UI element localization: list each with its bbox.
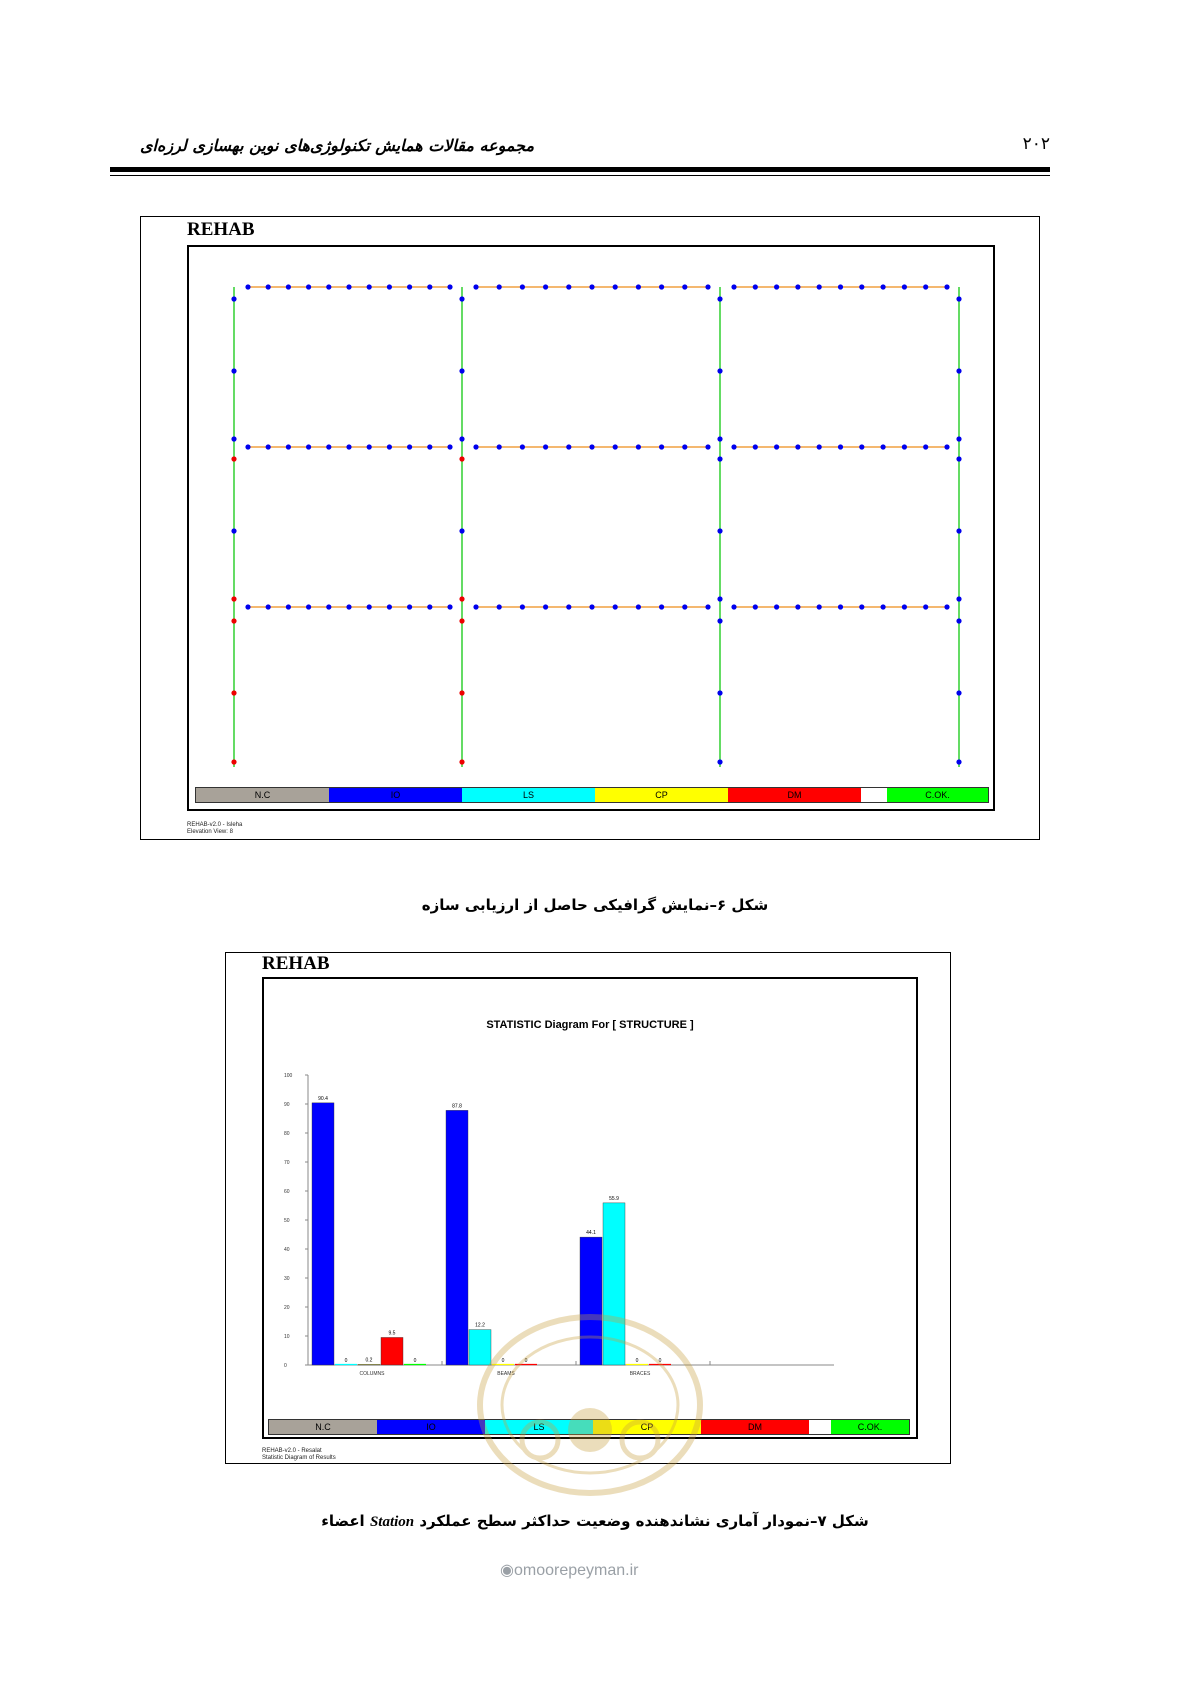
beam-hinge-io <box>902 284 907 289</box>
beam-hinge-io <box>566 444 571 449</box>
legend-item-cok: C.OK. <box>831 1420 909 1434</box>
y-tick-label: 60 <box>284 1189 290 1195</box>
category-label: COLUMNS <box>359 1371 385 1377</box>
beam-hinge-io <box>245 444 250 449</box>
beam-hinge-io <box>346 444 351 449</box>
beam-hinge-io <box>859 284 864 289</box>
column-hinge-io <box>717 296 722 301</box>
legend-item-nc: N.C <box>196 788 329 802</box>
beam-hinge-io <box>881 444 886 449</box>
frame-elevation-svg <box>189 247 993 809</box>
beam-hinge-io <box>266 284 271 289</box>
beam-hinge-io <box>407 604 412 609</box>
legend-item-blank <box>861 788 887 802</box>
beam-hinge-io <box>817 604 822 609</box>
beam-hinge-io <box>520 604 525 609</box>
column-hinge-dm <box>231 618 236 623</box>
beam-hinge-io <box>753 284 758 289</box>
beam-hinge-io <box>407 284 412 289</box>
beam-hinge-io <box>731 604 736 609</box>
column-hinge-dm <box>459 690 464 695</box>
legend-item-dm: DM <box>701 1420 809 1434</box>
beam-hinge-io <box>543 284 548 289</box>
beam-hinge-io <box>731 444 736 449</box>
beam-hinge-io <box>944 604 949 609</box>
beam-hinge-io <box>286 284 291 289</box>
column-hinge-io <box>717 596 722 601</box>
beam-hinge-io <box>266 444 271 449</box>
column-hinge-io <box>956 759 961 764</box>
beam-hinge-io <box>367 284 372 289</box>
figure6-app-name: REHAB <box>187 219 255 240</box>
figure7-app-name: REHAB <box>262 953 330 974</box>
beam-hinge-io <box>447 604 452 609</box>
data-label: 9.5 <box>388 1330 396 1337</box>
figure7-caption-prefix: شکل ۷–نمودار آماری نشاندهنده وضعیت حداکثر سطح عملکرد <box>414 1512 869 1530</box>
watermark-url-text: omoorepeyman.ir <box>513 1562 639 1579</box>
beam-hinge-io <box>944 444 949 449</box>
beam-hinge-io <box>566 284 571 289</box>
beam-hinge-io <box>838 284 843 289</box>
beam-hinge-io <box>306 444 311 449</box>
y-tick-label: 20 <box>284 1305 290 1311</box>
beam-hinge-io <box>705 444 710 449</box>
running-title: مجموعه مقالات همایش تکنولوژی‌های نوین بهسازی لرزه‌ای <box>140 136 535 155</box>
beam-hinge-io <box>286 604 291 609</box>
beam-hinge-io <box>795 284 800 289</box>
y-tick-label: 10 <box>284 1334 290 1340</box>
beam-hinge-io <box>636 604 641 609</box>
beam-hinge-io <box>447 444 452 449</box>
beam-hinge-io <box>881 604 886 609</box>
beam-hinge-io <box>286 444 291 449</box>
column-hinge-io <box>231 436 236 441</box>
beam-hinge-io <box>543 604 548 609</box>
beam-hinge-io <box>326 444 331 449</box>
legend-item-io: IO <box>329 788 462 802</box>
figure6-plot-area <box>187 245 995 811</box>
beam-hinge-io <box>427 284 432 289</box>
column-hinge-io <box>717 618 722 623</box>
figure6-legend <box>195 787 989 803</box>
beam-hinge-io <box>346 284 351 289</box>
category-label: BRACES <box>629 1371 651 1377</box>
page-header <box>110 130 1050 162</box>
beam-hinge-io <box>753 444 758 449</box>
beam-hinge-io <box>659 284 664 289</box>
column-hinge-io <box>717 456 722 461</box>
figure6-caption: شکل ۶–نمایش گرافیکی حاصل از ارزیابی سازه <box>421 896 769 914</box>
legend-item-nc: N.C <box>269 1420 377 1434</box>
beam-hinge-io <box>774 284 779 289</box>
data-label: 0 <box>501 1358 505 1364</box>
y-tick-label: 40 <box>284 1247 290 1253</box>
figure6-footnote <box>187 822 242 836</box>
beam-hinge-io <box>497 444 502 449</box>
figure6-footnote-line1: REHAB-v2.0 - Isleha <box>187 822 243 828</box>
beam-hinge-io <box>944 284 949 289</box>
beam-hinge-io <box>306 284 311 289</box>
column-hinge-io <box>956 368 961 373</box>
beam-hinge-io <box>245 284 250 289</box>
watermark-seal <box>470 1310 710 1510</box>
beam-hinge-io <box>497 604 502 609</box>
column-hinge-dm <box>459 618 464 623</box>
column-hinge-io <box>717 690 722 695</box>
column-hinge-io <box>717 759 722 764</box>
beam-hinge-io <box>306 604 311 609</box>
column-hinge-io <box>956 456 961 461</box>
beam-hinge-io <box>473 284 478 289</box>
beam-hinge-io <box>636 444 641 449</box>
beam-hinge-io <box>387 284 392 289</box>
beam-hinge-io <box>589 284 594 289</box>
beam-hinge-io <box>473 444 478 449</box>
beam-hinge-io <box>245 604 250 609</box>
beam-hinge-io <box>682 444 687 449</box>
bar-dm-columns <box>381 1337 403 1365</box>
column-hinge-dm <box>231 690 236 695</box>
data-label: 12.2 <box>475 1322 485 1329</box>
figure7-footnote-line2: Statistic Diagram of Results <box>262 1455 336 1461</box>
beam-hinge-io <box>659 604 664 609</box>
beam-hinge-io <box>682 604 687 609</box>
data-label: 90.4 <box>318 1095 328 1102</box>
y-tick-label: 90 <box>284 1102 290 1108</box>
beam-hinge-io <box>520 284 525 289</box>
figure6-footnote-line2: Elevation View: 8 <box>187 829 233 835</box>
beam-hinge-io <box>859 604 864 609</box>
beam-hinge-io <box>817 284 822 289</box>
column-hinge-io <box>956 690 961 695</box>
legend-item-cp: CP <box>593 1420 701 1434</box>
beam-hinge-io <box>447 284 452 289</box>
y-tick-label: 50 <box>284 1218 290 1224</box>
beam-hinge-io <box>817 444 822 449</box>
figure7-caption <box>0 1512 1190 1531</box>
data-label: 0 <box>344 1358 348 1364</box>
beam-hinge-io <box>387 604 392 609</box>
figure7-footnote <box>262 1448 336 1462</box>
bar-cp-columns <box>358 1364 380 1365</box>
bar-io-columns <box>312 1103 334 1365</box>
chart-title: STATISTIC Diagram For [ STRUCTURE ] <box>486 1019 694 1031</box>
data-label: 0 <box>658 1358 662 1364</box>
y-tick-label: 70 <box>284 1160 290 1166</box>
beam-hinge-io <box>387 444 392 449</box>
beam-hinge-io <box>266 604 271 609</box>
data-label: 0 <box>524 1358 528 1364</box>
header-rule-thin <box>110 175 1050 176</box>
bar-io-beams <box>446 1110 468 1365</box>
beam-hinge-io <box>367 604 372 609</box>
data-label: 55.9 <box>609 1195 619 1202</box>
beam-hinge-io <box>613 604 618 609</box>
data-label: 44.1 <box>586 1230 596 1237</box>
legend-item-ls: LS <box>485 1420 593 1434</box>
beam-hinge-io <box>427 604 432 609</box>
column-hinge-dm <box>231 596 236 601</box>
y-tick-label: 80 <box>284 1131 290 1137</box>
column-hinge-io <box>459 528 464 533</box>
column-hinge-io <box>459 368 464 373</box>
beam-hinge-io <box>731 284 736 289</box>
header-rule-thick <box>110 167 1050 172</box>
beam-hinge-io <box>473 604 478 609</box>
beam-hinge-io <box>838 604 843 609</box>
column-hinge-io <box>231 368 236 373</box>
column-hinge-dm <box>459 596 464 601</box>
beam-hinge-io <box>636 284 641 289</box>
legend-item-cok: C.OK. <box>887 788 988 802</box>
legend-item-io: IO <box>377 1420 485 1434</box>
beam-hinge-io <box>795 444 800 449</box>
beam-hinge-io <box>589 604 594 609</box>
legend-item-dm: DM <box>728 788 861 802</box>
beam-hinge-io <box>859 444 864 449</box>
column-hinge-dm <box>231 456 236 461</box>
beam-hinge-io <box>753 604 758 609</box>
beam-hinge-io <box>367 444 372 449</box>
beam-hinge-io <box>795 604 800 609</box>
beam-hinge-io <box>427 444 432 449</box>
column-hinge-io <box>956 596 961 601</box>
beam-hinge-io <box>589 444 594 449</box>
beam-hinge-io <box>902 444 907 449</box>
beam-hinge-io <box>520 444 525 449</box>
column-hinge-io <box>956 528 961 533</box>
page-number: ۲۰۲ <box>1022 134 1050 154</box>
beam-hinge-io <box>659 444 664 449</box>
data-label: 0 <box>635 1358 639 1364</box>
beam-hinge-io <box>705 284 710 289</box>
beam-hinge-io <box>923 444 928 449</box>
column-hinge-dm <box>459 456 464 461</box>
column-hinge-io <box>717 368 722 373</box>
beam-hinge-io <box>902 604 907 609</box>
beam-hinge-io <box>923 284 928 289</box>
column-hinge-io <box>459 436 464 441</box>
figure7-caption-station: Station <box>369 1514 415 1530</box>
column-hinge-io <box>717 436 722 441</box>
beam-hinge-io <box>774 604 779 609</box>
beam-hinge-io <box>881 284 886 289</box>
figure7-footnote-line1: REHAB-v2.0 - Resalat <box>262 1448 322 1454</box>
beam-hinge-io <box>613 444 618 449</box>
column-hinge-io <box>956 296 961 301</box>
legend-item-blank <box>809 1420 831 1434</box>
globe-icon: ◉ <box>500 1562 514 1579</box>
column-hinge-io <box>459 296 464 301</box>
y-tick-label: 0 <box>284 1363 287 1369</box>
figure6-frame <box>140 216 1040 840</box>
legend-item-cp: CP <box>595 788 728 802</box>
beam-hinge-io <box>613 284 618 289</box>
beam-hinge-io <box>838 444 843 449</box>
beam-hinge-io <box>923 604 928 609</box>
data-label: 0.2 <box>365 1357 373 1364</box>
column-hinge-io <box>231 528 236 533</box>
beam-hinge-io <box>774 444 779 449</box>
column-hinge-io <box>956 618 961 623</box>
beam-hinge-io <box>682 284 687 289</box>
watermark-url <box>500 1560 638 1580</box>
data-label: 0 <box>413 1358 417 1364</box>
column-hinge-io <box>231 296 236 301</box>
beam-hinge-io <box>497 284 502 289</box>
column-hinge-dm <box>231 759 236 764</box>
beam-hinge-io <box>543 444 548 449</box>
beam-hinge-io <box>346 604 351 609</box>
beam-hinge-io <box>326 284 331 289</box>
beam-hinge-io <box>326 604 331 609</box>
figure7-caption-suffix: اعضاء <box>321 1512 370 1530</box>
beam-hinge-io <box>407 444 412 449</box>
y-tick-label: 30 <box>284 1276 290 1282</box>
legend-item-ls: LS <box>462 788 595 802</box>
category-label: BEAMS <box>497 1371 515 1377</box>
column-hinge-dm <box>459 759 464 764</box>
column-hinge-io <box>956 436 961 441</box>
beam-hinge-io <box>566 604 571 609</box>
beam-hinge-io <box>705 604 710 609</box>
y-tick-label: 100 <box>284 1073 293 1079</box>
column-hinge-io <box>717 528 722 533</box>
data-label: 87.8 <box>452 1103 462 1110</box>
